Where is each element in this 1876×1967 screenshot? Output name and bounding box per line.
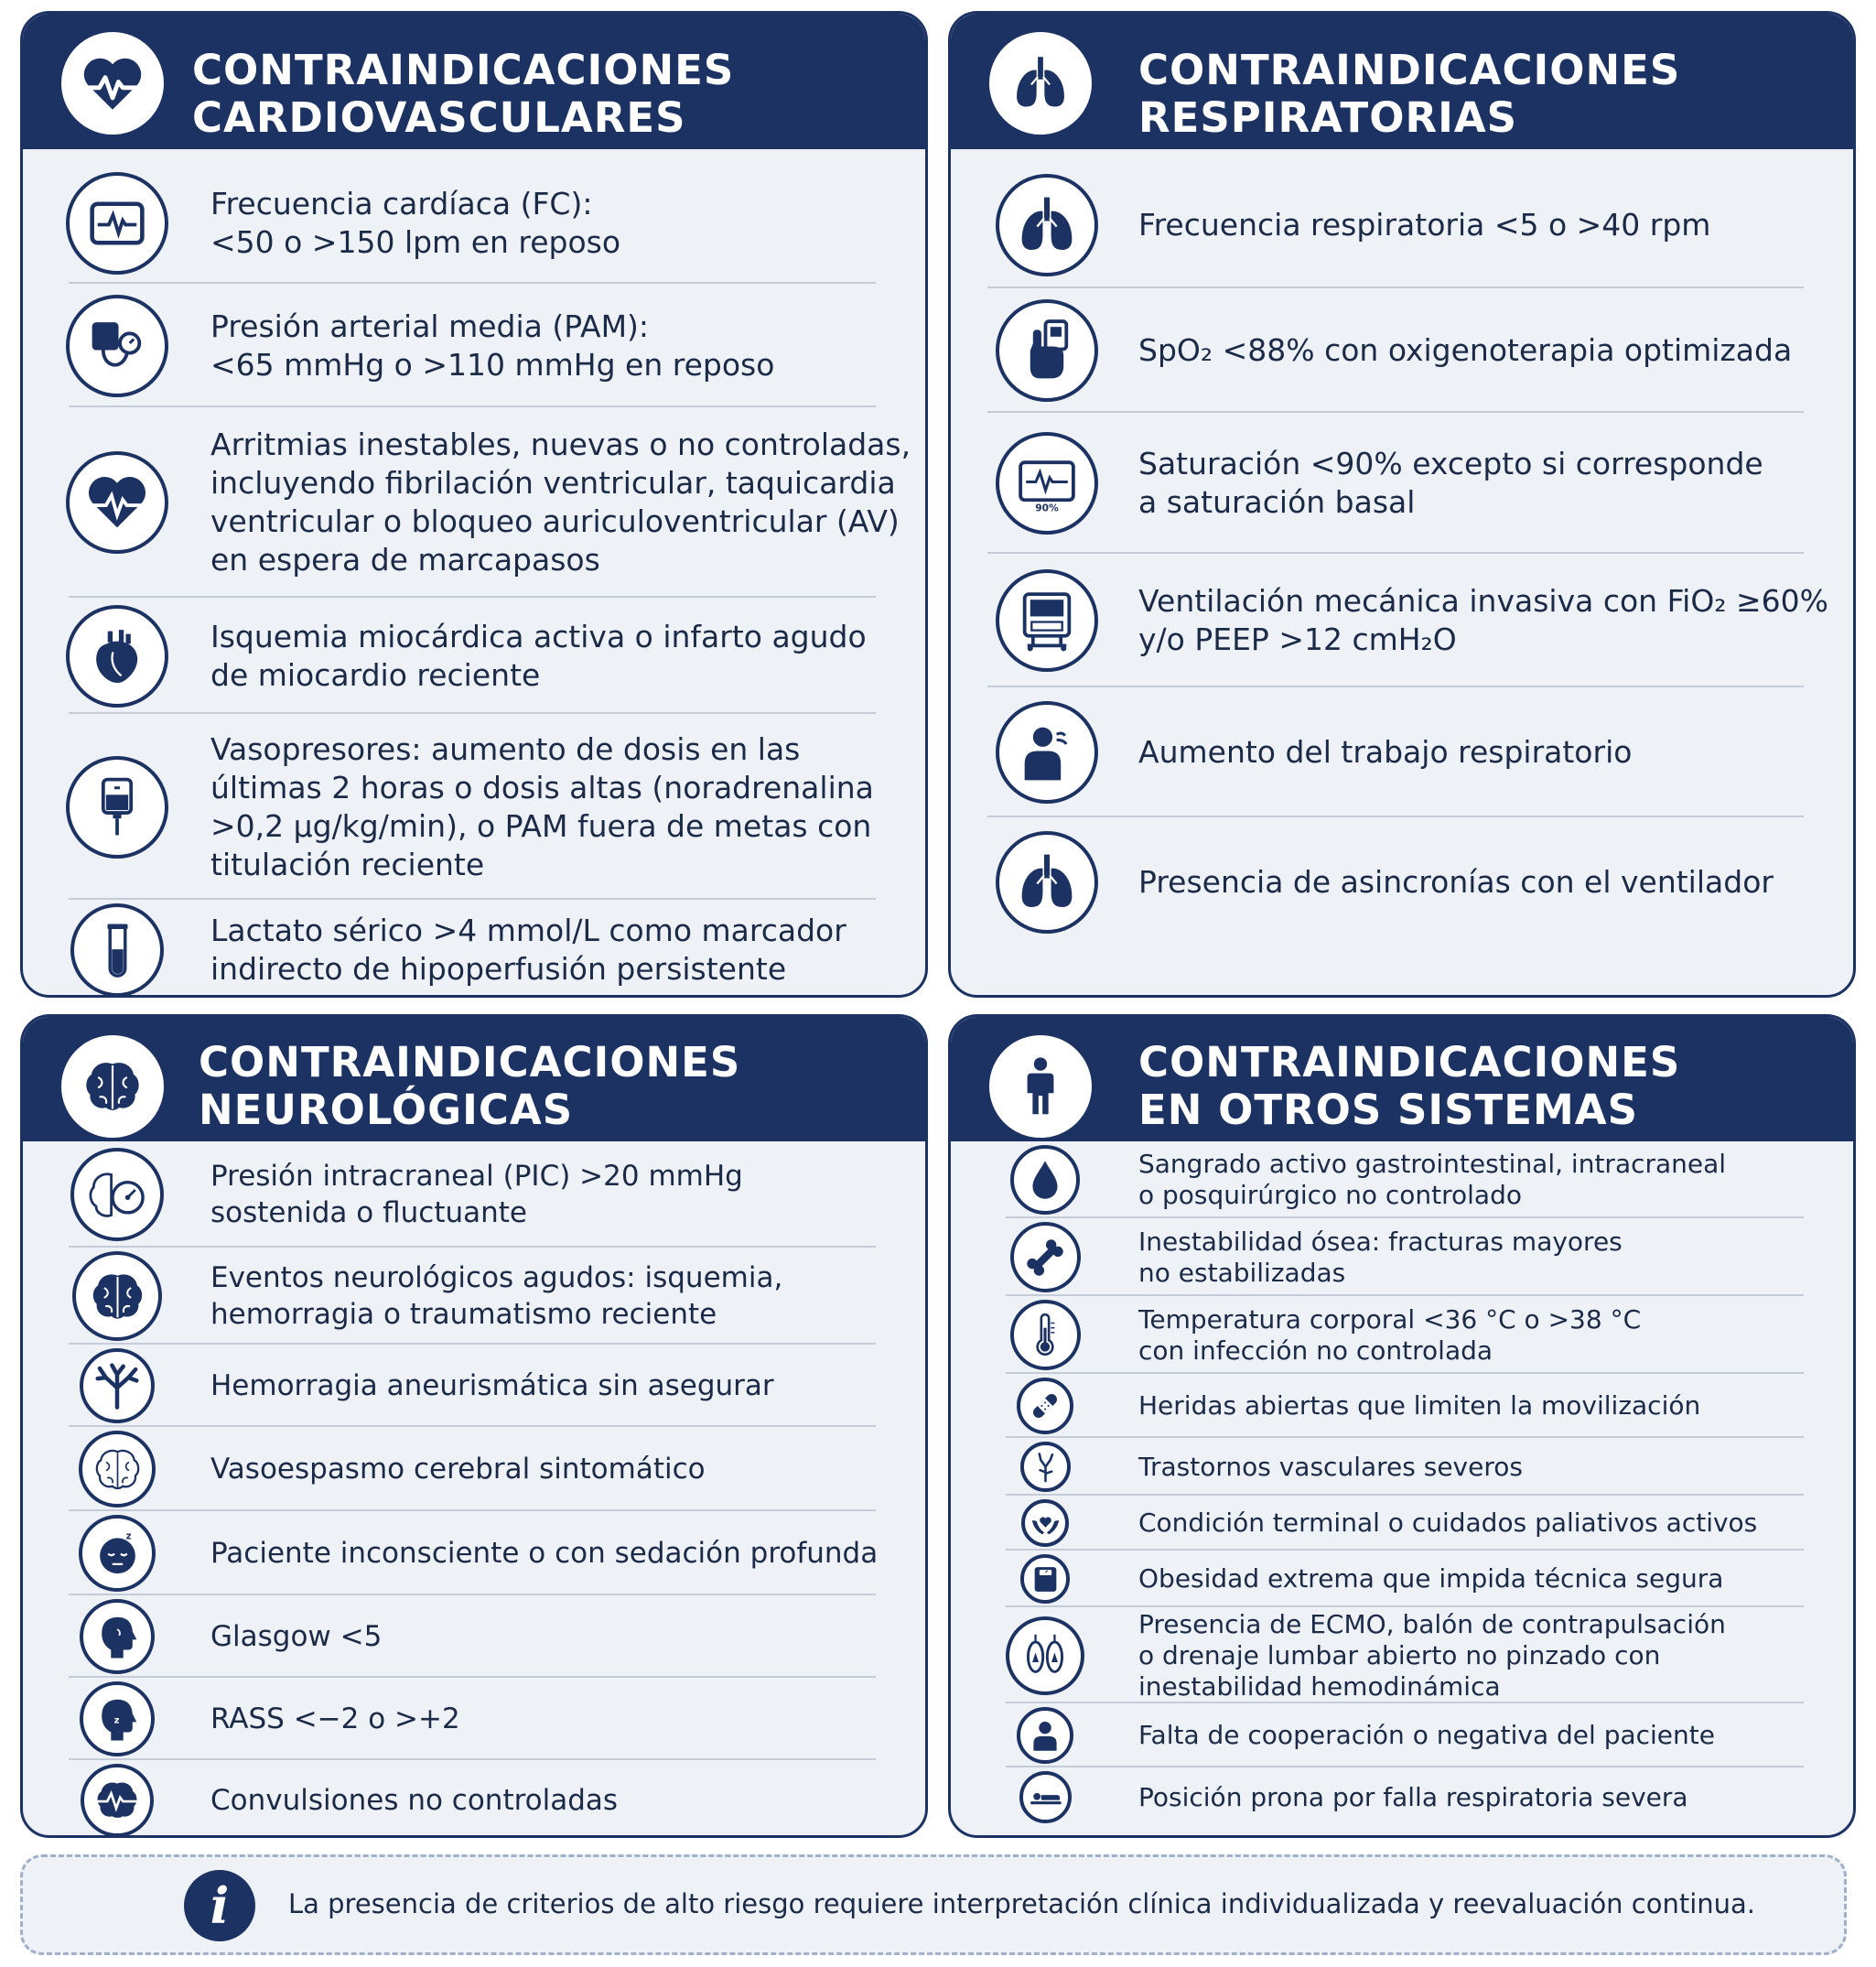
list-item bbox=[23, 1760, 928, 1838]
list-item bbox=[23, 900, 928, 998]
caring-hands-icon bbox=[1021, 1499, 1069, 1547]
item-text: Glasgow <5 bbox=[210, 1620, 383, 1653]
item-text: Obesidad extrema que impida técnica segura bbox=[1138, 1563, 1724, 1594]
item-text: Convulsiones no controladas bbox=[210, 1784, 619, 1817]
list-item bbox=[23, 162, 928, 284]
card-title: CONTRAINDICACIONES EN OTROS SISTEMAS bbox=[1138, 1038, 1681, 1134]
pulse-oximeter-icon bbox=[996, 299, 1098, 402]
footer-note bbox=[20, 1854, 1847, 1955]
item-text: Presencia de asincronías con el ventilador bbox=[1138, 864, 1774, 900]
person-icon bbox=[986, 1032, 1095, 1141]
item-text: Condición terminal o cuidados paliativos activos bbox=[1138, 1508, 1758, 1538]
sleeping-face-icon bbox=[79, 1515, 156, 1592]
item-text: Aumento del trabajo respiratorio bbox=[1138, 734, 1633, 770]
head-sedation-icon bbox=[80, 1681, 155, 1756]
list-item bbox=[951, 1551, 1856, 1607]
card-neurological bbox=[20, 1014, 928, 1838]
bandage-icon bbox=[1017, 1378, 1073, 1434]
card-title: CONTRAINDICACIONES NEUROLÓGICAS bbox=[199, 1038, 741, 1134]
list-item bbox=[951, 1296, 1856, 1374]
patient-icon bbox=[1017, 1707, 1073, 1764]
list-item bbox=[23, 1248, 928, 1345]
list-item bbox=[951, 1141, 1856, 1218]
anatomical-heart-icon bbox=[66, 605, 168, 708]
info-icon: i bbox=[184, 1870, 255, 1941]
list-item bbox=[951, 554, 1856, 687]
list-item bbox=[23, 407, 928, 598]
list-item bbox=[23, 1345, 928, 1427]
iv-bag-icon bbox=[66, 756, 168, 859]
blood-drop-icon bbox=[1010, 1145, 1080, 1215]
item-text: SpO₂ <88% con oxigenoterapia optimizada bbox=[1138, 332, 1793, 368]
list-item bbox=[951, 162, 1856, 288]
list-item bbox=[23, 1511, 928, 1595]
item-text: Inestabilidad ósea: fracturas mayores no estabilizadas bbox=[1138, 1227, 1623, 1288]
blood-vessel-icon bbox=[1020, 1442, 1071, 1492]
svg-text:z: z bbox=[113, 1715, 120, 1726]
card-title: CONTRAINDICACIONES RESPIRATORIAS bbox=[1138, 46, 1681, 142]
test-tube-icon bbox=[70, 903, 164, 997]
item-text: Ventilación mecánica invasiva con FiO₂ ≥60% y/o PEEP >12 cmH₂O bbox=[1138, 583, 1829, 657]
vessels-icon bbox=[80, 1348, 155, 1423]
prone-patient-icon bbox=[1019, 1771, 1072, 1823]
item-text: Trastornos vasculares severos bbox=[1138, 1452, 1523, 1482]
item-text: Posición prona por falla respiratoria severa bbox=[1138, 1782, 1688, 1812]
saturation-monitor-icon bbox=[996, 432, 1098, 535]
list-item bbox=[951, 687, 1856, 817]
list-item bbox=[23, 1678, 928, 1760]
thermometer-icon bbox=[1010, 1300, 1081, 1370]
svg-text:z: z bbox=[125, 1530, 132, 1542]
item-text: Hemorragia aneurismática sin asegurar bbox=[210, 1369, 774, 1402]
list-item bbox=[951, 1438, 1856, 1496]
lungs-icon bbox=[986, 28, 1095, 138]
card-header bbox=[951, 14, 1853, 149]
item-text: Vasoespasmo cerebral sintomático bbox=[210, 1453, 706, 1486]
item-text: Sangrado activo gastrointestinal, intracraneal o posquirúrgico no controlado bbox=[1138, 1149, 1727, 1210]
lungs-icon bbox=[996, 174, 1098, 276]
brain-icon bbox=[58, 1032, 167, 1141]
brain-gauge-icon bbox=[70, 1148, 164, 1241]
list-item bbox=[951, 1496, 1856, 1551]
card-header bbox=[23, 14, 925, 149]
weight-scale-icon bbox=[1020, 1554, 1070, 1604]
item-text: Isquemia miocárdica activa o infarto agudo de miocardio reciente bbox=[210, 619, 867, 693]
item-text: Frecuencia respiratoria <5 o >40 rpm bbox=[1138, 207, 1711, 243]
brain-outline-icon bbox=[79, 1431, 156, 1508]
item-text: RASS <−2 o >+2 bbox=[210, 1702, 460, 1735]
item-text: Saturación <90% excepto si corresponde a saturación basal bbox=[1138, 446, 1763, 520]
item-text: Temperatura corporal <36 °C o >38 °C con infección no controlada bbox=[1138, 1304, 1642, 1366]
heart-rhythm-icon bbox=[66, 451, 168, 554]
list-item bbox=[23, 1595, 928, 1678]
list-item bbox=[23, 1427, 928, 1511]
item-text: Eventos neurológicos agudos: isquemia, hemorragia o traumatismo reciente bbox=[210, 1261, 783, 1331]
heart-pulse-icon bbox=[58, 28, 167, 138]
list-item bbox=[951, 1374, 1856, 1438]
blood-pressure-icon bbox=[66, 295, 168, 397]
list-item bbox=[951, 1607, 1856, 1703]
list-item bbox=[23, 1141, 928, 1248]
list-item bbox=[951, 1218, 1856, 1296]
item-text: Lactato sérico >4 mmol/L como marcador indirecto de hipoperfusión persistente bbox=[210, 913, 846, 987]
lungs-icon bbox=[996, 831, 1098, 934]
card-title: CONTRAINDICACIONES CARDIOVASCULARES bbox=[192, 46, 735, 142]
item-text: Presión arterial media (PAM): <65 mmHg o >110 mmHg en reposo bbox=[210, 308, 775, 383]
list-item bbox=[951, 1767, 1856, 1827]
list-item bbox=[951, 1703, 1856, 1767]
bone-icon bbox=[1010, 1222, 1081, 1292]
medical-devices-icon bbox=[1006, 1616, 1084, 1695]
list-item bbox=[951, 413, 1856, 554]
item-text: Falta de cooperación o negativa del paciente bbox=[1138, 1720, 1715, 1750]
item-text: Arritmias inestables, nuevas o no controladas, incluyendo fibrilación ventricular, taquicardia ventricular o bloqueo auriculoventricular (AV) en espera de marcapasos bbox=[210, 427, 911, 578]
card-cardiovascular bbox=[20, 11, 928, 998]
ecg-monitor-icon bbox=[66, 172, 168, 275]
brain-icon bbox=[72, 1251, 162, 1341]
breathing-person-icon bbox=[996, 701, 1098, 804]
item-text: Presión intracraneal (PIC) >20 mmHg sostenida o fluctuante bbox=[210, 1160, 743, 1229]
item-text: Frecuencia cardíaca (FC): <50 o >150 lpm en reposo bbox=[210, 186, 621, 260]
svg-text:90%: 90% bbox=[1035, 502, 1059, 514]
footer-text: La presencia de criterios de alto riesgo requiere interpretación clínica individualizada y reevaluación continua. bbox=[288, 1888, 1756, 1919]
card-respiratory bbox=[948, 11, 1856, 998]
list-item bbox=[951, 288, 1856, 413]
list-item bbox=[23, 714, 928, 900]
item-text: Vasopresores: aumento de dosis en las últimas 2 horas o dosis altas (noradrenalina >0,2 µg/kg/min), o PAM fuera de metas con titulación reciente bbox=[210, 731, 874, 882]
item-text: Heridas abiertas que limiten la movilización bbox=[1138, 1390, 1701, 1421]
list-item bbox=[23, 598, 928, 714]
item-text: Presencia de ECMO, balón de contrapulsación o drenaje lumbar abierto no pinzado con inestabilidad hemodinámica bbox=[1138, 1609, 1726, 1702]
card-header bbox=[23, 1017, 925, 1141]
list-item bbox=[951, 817, 1856, 947]
ventilator-icon bbox=[996, 569, 1098, 672]
card-header bbox=[951, 1017, 1853, 1141]
brain-seizure-icon bbox=[81, 1764, 154, 1837]
head-profile-icon bbox=[80, 1599, 155, 1674]
item-text: Paciente inconsciente o con sedación profunda bbox=[210, 1537, 879, 1570]
card-other-systems bbox=[948, 1014, 1856, 1838]
list-item bbox=[23, 284, 928, 407]
